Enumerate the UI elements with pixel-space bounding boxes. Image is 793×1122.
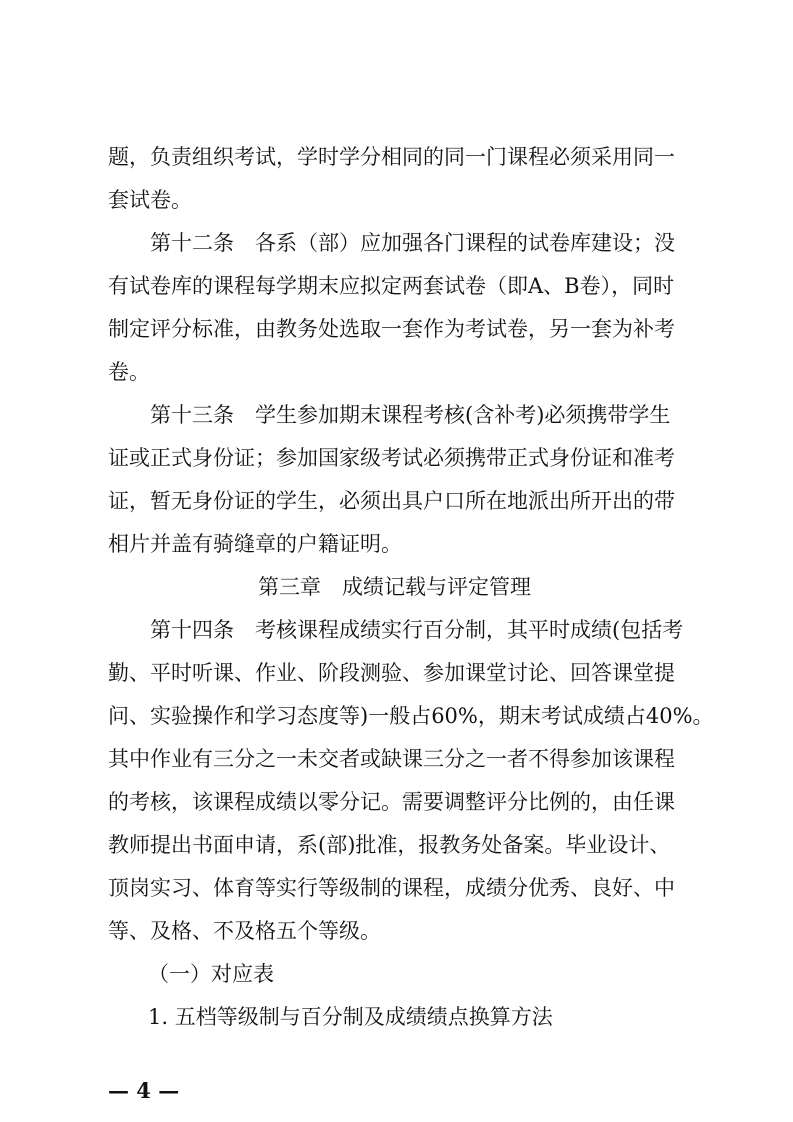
text-line: 套试卷。	[108, 188, 192, 212]
text-line: 有试卷库的课程每学期末应拟定两套试卷（即A、B卷），同时	[108, 274, 675, 298]
article-14-heading-line: 第十四条 考核课程成绩实行百分制，其平时成绩(包括考	[150, 618, 684, 642]
text-line: 卷。	[108, 360, 150, 384]
subsection-heading: （一）对应表	[148, 962, 274, 986]
article-12-heading-line: 第十二条 各系（部）应加强各门课程的试卷库建设；没	[150, 231, 675, 255]
text-line: 勤、平时听课、作业、阶段测验、参加课堂讨论、回答课堂提	[108, 661, 675, 685]
chapter-heading: 第三章 成绩记载与评定管理	[258, 575, 531, 599]
page-number: — 4 —	[108, 1078, 180, 1103]
text-line: 问、实验操作和学习态度等)一般占60%，期末考试成绩占40%。	[108, 704, 714, 728]
text-line: 的考核，该课程成绩以零分记。需要调整评分比例的，由任课	[108, 790, 675, 814]
text-line: 顶岗实习、体育等实行等级制的课程，成绩分优秀、良好、中	[108, 876, 675, 900]
text-line: 制定评分标准，由教务处选取一套作为考试卷，另一套为补考	[108, 317, 675, 341]
list-item-heading: 1. 五档等级制与百分制及成绩绩点换算方法	[148, 1005, 553, 1029]
article-13-heading-line: 第十三条 学生参加期末课程考核(含补考)必须携带学生	[150, 403, 671, 427]
text-line: 其中作业有三分之一未交者或缺课三分之一者不得参加该课程	[108, 747, 675, 771]
text-line: 题，负责组织考试，学时学分相同的同一门课程必须采用同一	[108, 145, 675, 169]
text-line: 等、及格、不及格五个等级。	[108, 919, 381, 943]
text-line: 证，暂无身份证的学生，必须出具户口所在地派出所开出的带	[108, 489, 675, 513]
text-line: 相片并盖有骑缝章的户籍证明。	[108, 532, 402, 556]
text-line: 教师提出书面申请，系(部)批准，报教务处备案。毕业设计、	[108, 833, 671, 857]
text-line: 证或正式身份证；参加国家级考试必须携带正式身份证和准考	[108, 446, 675, 470]
